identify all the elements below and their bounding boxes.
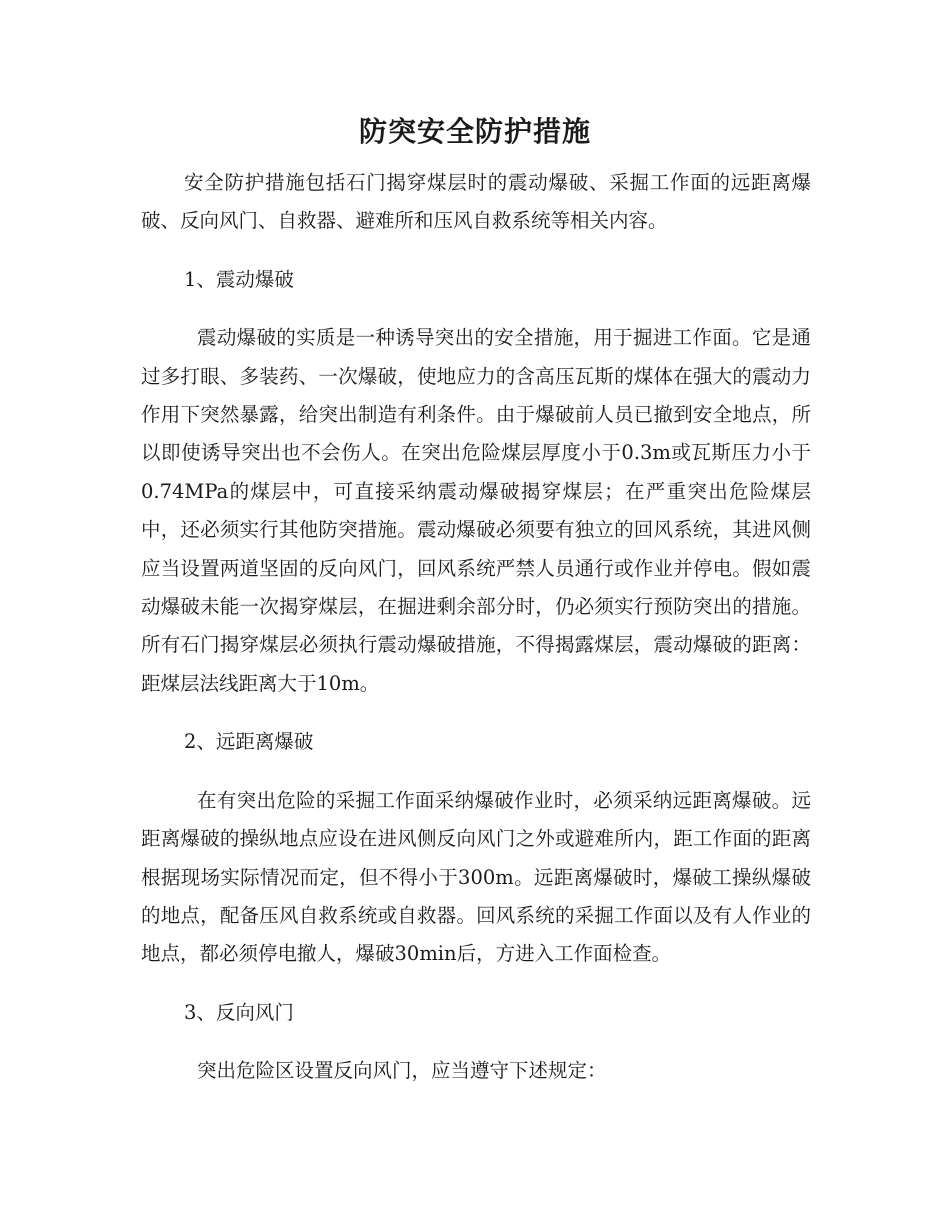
section-body-1: 震动爆破的实质是一种诱导突出的安全措施，用于掘进工作面。它是通过多打眼、多装药、一次爆破，使地应力的含高压瓦斯的煤体在强大的震动力作用下突然暴露，给突出制造有利条件。由于爆破前人员已撤到安全地点，所以即使诱导突出也不会伤人。在突出危险煤层厚度小于0.3m或瓦斯压力小于0.74MPa的煤层中，可直接采纳震动爆破揭穿煤层；在严重突出危险煤层中，还必须实行其他防突措施。震动爆破必须要有独立的回风系统，其进风侧应当设置两道坚固的反向风门，回风系统严禁人员通行或作业并停电。假如震动爆破未能一次揭穿煤层，在掘进剩余部分时，仍必须实行预防突出的措施。所有石门揭穿煤层必须执行震动爆破措施，不得揭露煤层，震动爆破的距离：距煤层法线距离大于10m。 (141, 326, 811, 695)
document-body (141, 164, 811, 1091)
section-heading-2: 2、远距离爆破 (184, 730, 314, 754)
intro-paragraph: 安全防护措施包括石门揭穿煤层时的震动爆破、采掘工作面的远距离爆破、反向风门、自救器、避难所和压风自救系统等相关内容。 (141, 171, 811, 233)
document-title: 防突安全防护措施 (358, 115, 591, 148)
section-heading-3: 3、反向风门 (184, 1000, 294, 1024)
section-body-3: 突出危险区设置反向风门，应当遵守下述规定： (197, 1059, 607, 1083)
section-heading-1: 1、震动爆破 (184, 267, 294, 291)
section-body-2: 在有突出危险的采掘工作面采纳爆破作业时，必须采纳远距离爆破。远距离爆破的操纵地点应设在进风侧反向风门之外或避难所内，距工作面的距离根据现场实际情况而定，但不得小于300m。远距离爆破时，爆破工操纵爆破的地点，配备压风自救系统或自救器。回风系统的采掘工作面以及有人作业的地点，都必须停电撤人，爆破30min后，方进入工作面检查。 (141, 788, 811, 966)
